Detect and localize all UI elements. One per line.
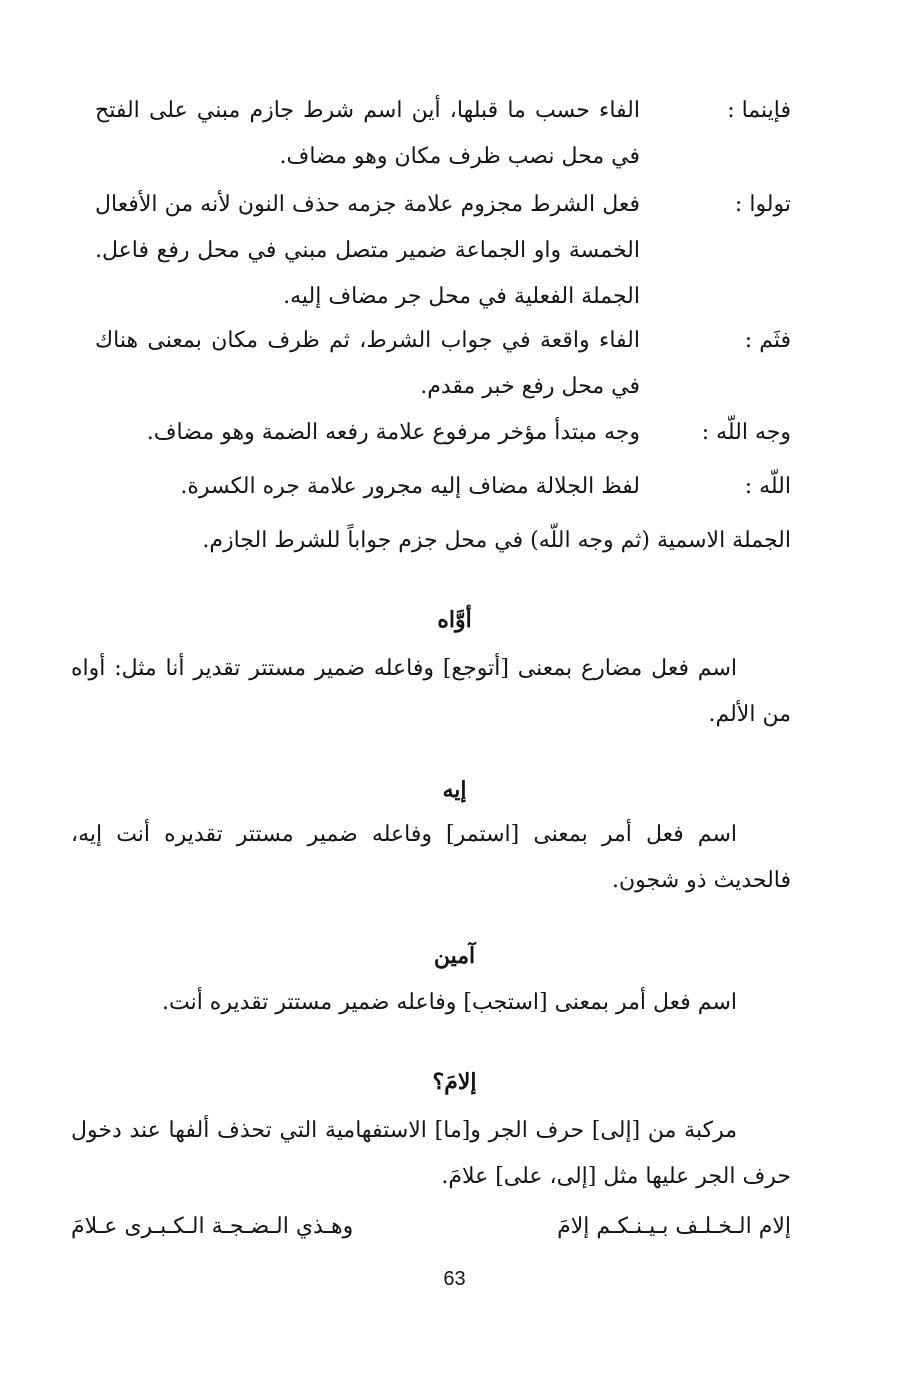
- entry-definition: الفاء حسب ما قبلها، أين اسم شرط جازم مبني على الفتح في محل نصب ظرف مكان وهو مضاف.: [95, 98, 640, 169]
- section-text-awwah: اسم فعل مضارع بمعنى [أتوجع] وفاعله ضمير مستتر تقدير أنا مثل: أواه من الألم.: [71, 656, 791, 727]
- section-title-amin: آمين: [433, 943, 476, 969]
- entry-allah: [71, 464, 791, 510]
- entry-definition: الفاء واقعة في جواب الشرط، ثم ظرف مكان بمعنى هناك في محل رفع خبر مقدم.: [95, 328, 640, 399]
- entry-fainama: [71, 88, 791, 180]
- entry-wajh-allah: [71, 410, 791, 456]
- page-number: 63: [443, 1268, 466, 1290]
- summary-sentence: الجملة الاسمية (ثم وجه اللّه) في محل جزم جواباً للشرط الجازم.: [202, 528, 791, 553]
- section-text-amin: اسم فعل أمر بمعنى [استجب] وفاعله ضمير مستتر تقديره أنت.: [161, 990, 737, 1015]
- entry-term: تولوا :: [734, 192, 791, 217]
- section-title-ih: إيه: [442, 777, 467, 803]
- section-title-awwah: أوَّاه: [437, 607, 472, 633]
- section-title-ilama: إلامَ؟: [432, 1069, 477, 1095]
- verse-second-hemistich: وهـذي الـضـجـة الـكـبـرى عـلامَ: [71, 1214, 354, 1239]
- entry-term: اللّه :: [744, 474, 791, 499]
- entry-tawallaw: [71, 182, 791, 320]
- entry-term: فإينما :: [727, 98, 791, 123]
- poetry-verse: [71, 1204, 791, 1250]
- section-text-ih: اسم فعل أمر بمعنى [استمر] وفاعله ضمير مستتر تقديره أنت إيه، فالحديث ذو شجون.: [71, 822, 791, 893]
- section-text-ilama: مركبة من [إلى] حرف الجر و[ما] الاستفهامية التي تحذف ألفها عند دخول حرف الجر عليها مثل [إلى، على] علامَ.: [71, 1118, 791, 1189]
- verse-first-hemistich: إلام الـخـلـف بـيـنـكـم إلامَ: [557, 1214, 791, 1239]
- entry-definition: فعل الشرط مجزوم علامة جزمه حذف النون لأنه من الأفعال الخمسة واو الجماعة ضمير متصل مبني في محل رفع فاعل. الجملة الفعلية في محل جر مضاف إليه.: [95, 192, 640, 309]
- entry-term: فثَم :: [744, 328, 791, 353]
- entry-fathamma: [71, 318, 791, 410]
- entry-definition: وجه مبتدأ مؤخر مرفوع علامة رفعه الضمة وهو مضاف.: [146, 420, 640, 445]
- entry-definition: لفظ الجلالة مضاف إليه مجرور علامة جره الكسرة.: [180, 474, 640, 499]
- entry-term: وجه اللّه :: [701, 420, 791, 445]
